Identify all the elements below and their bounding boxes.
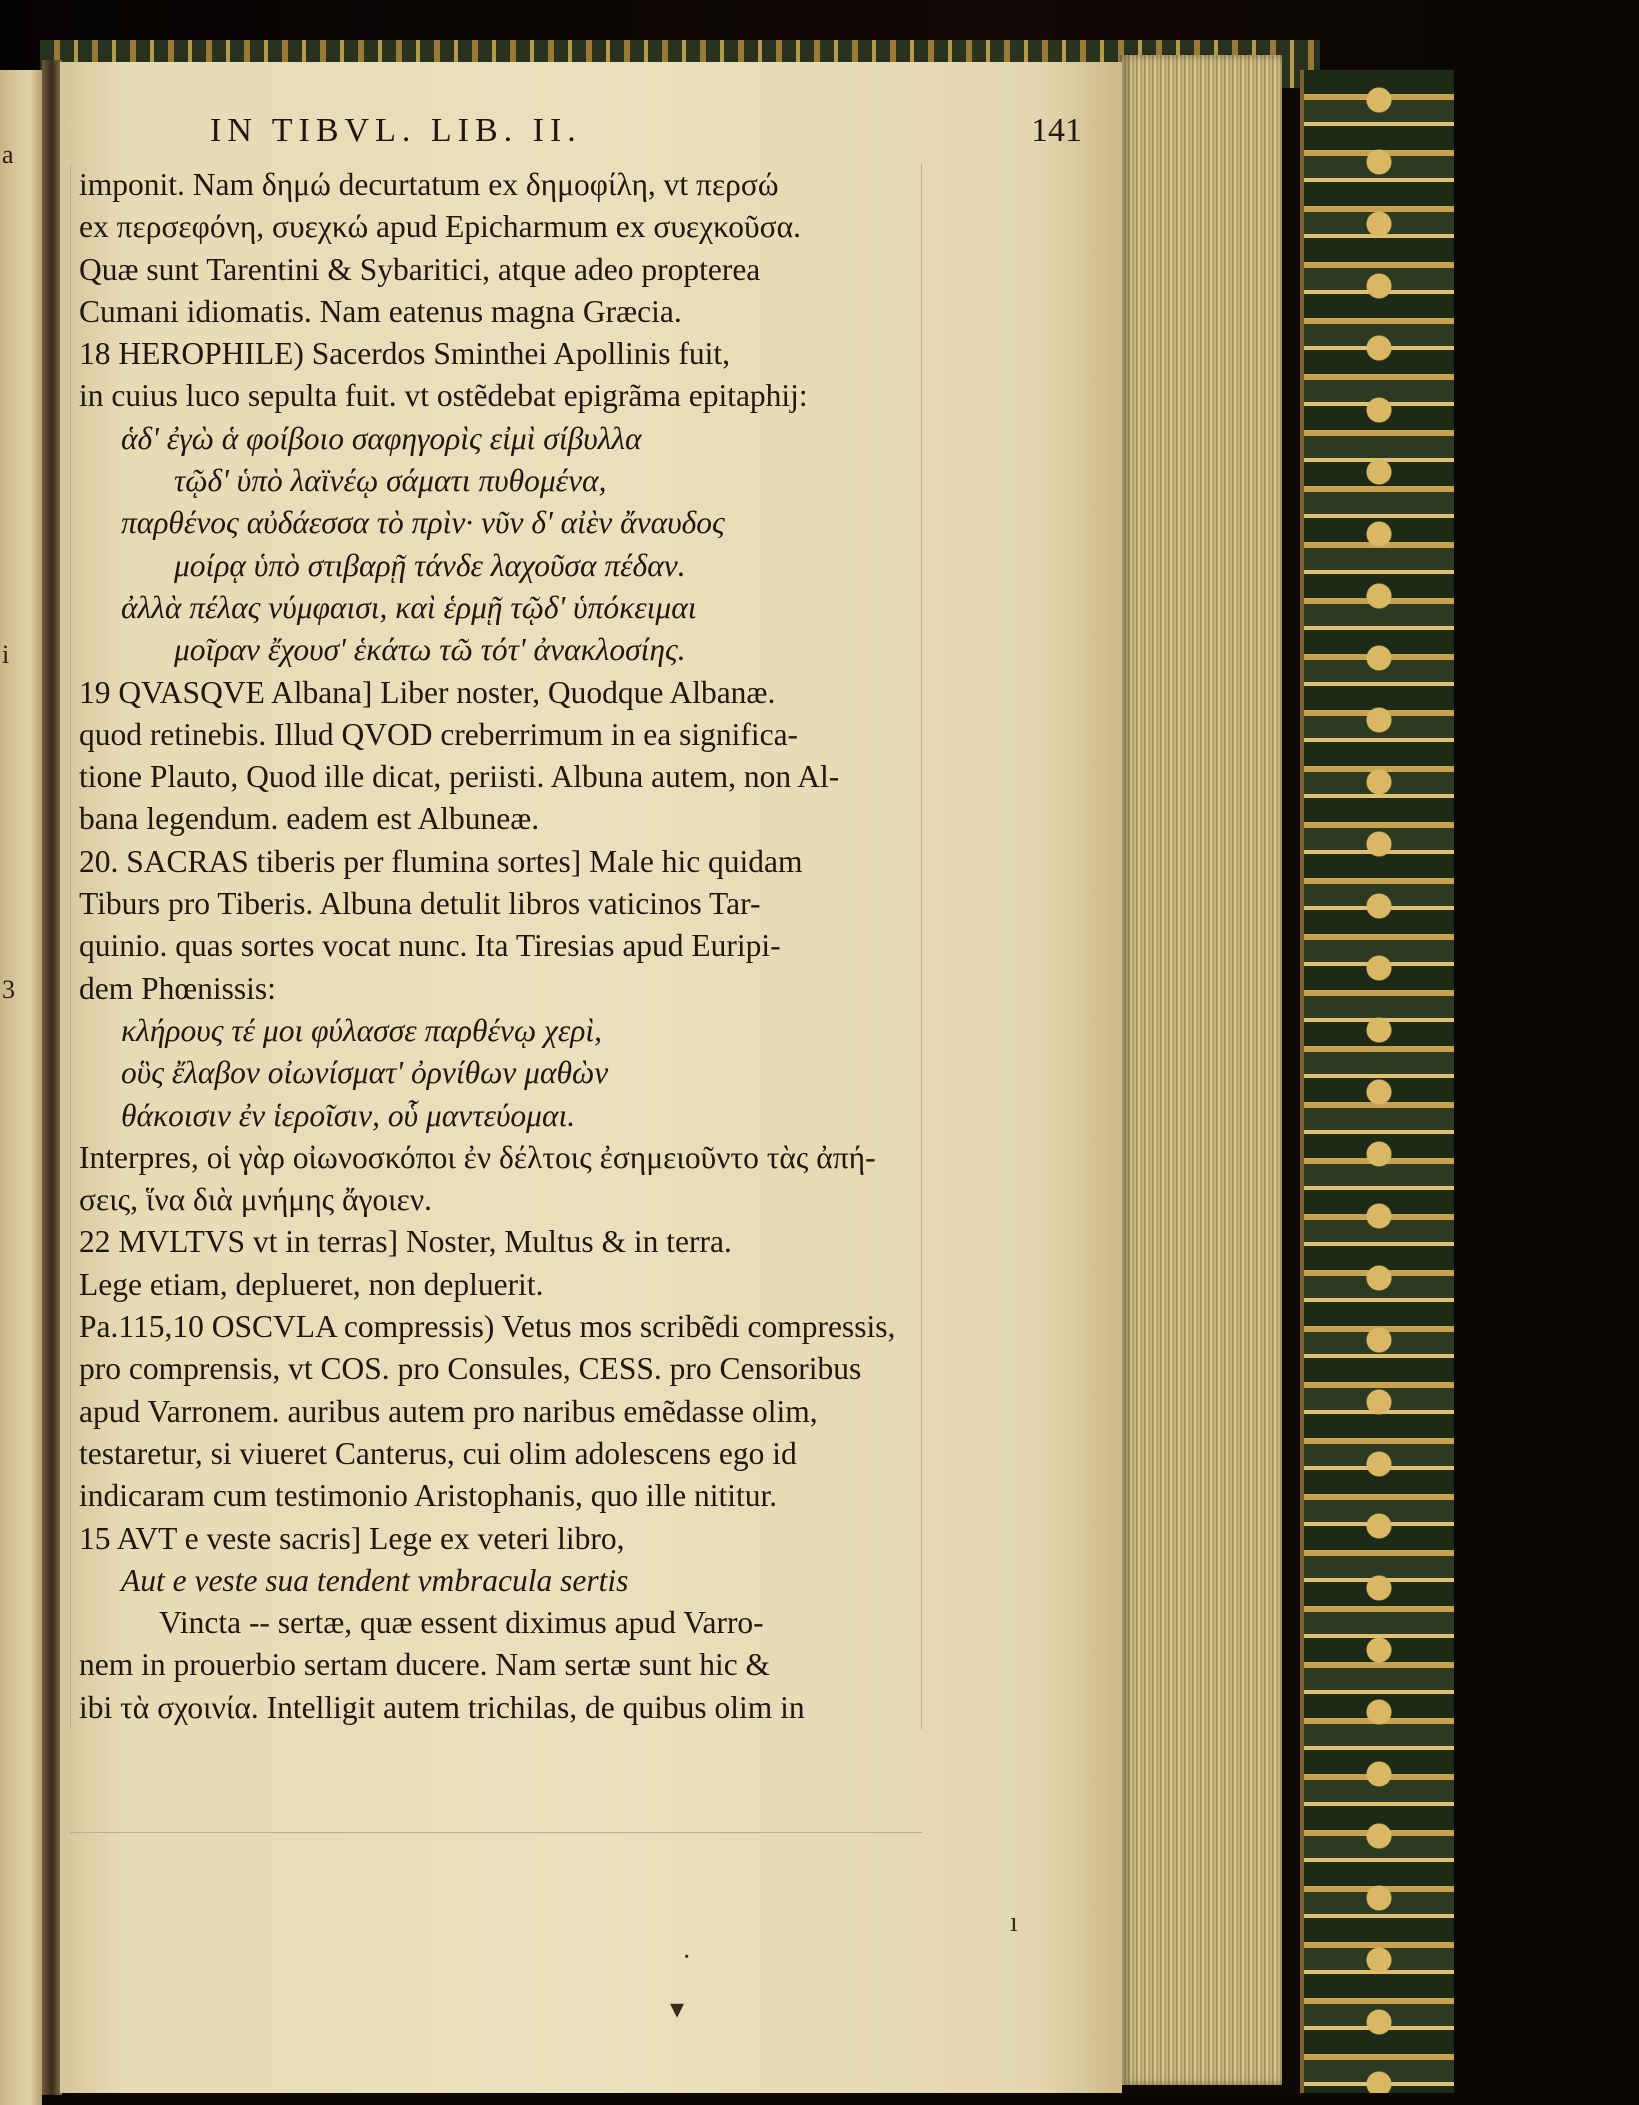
verse-line: οὓς ἔλαβον οἰωνίσματ' ὀρνίθων μαθὼν xyxy=(121,1055,609,1091)
verse-line: Aut e veste sua tendent vmbracula sertis xyxy=(121,1562,629,1598)
margin-mark: a xyxy=(2,140,14,169)
text-line: Interpres, οἱ γὰρ οἰωνοσκόποι ἐν δέλτοις ἐσημειοῦντο τὰς ἀπή- xyxy=(79,1139,876,1175)
text-line: 15 AVT e veste sacris] Lege ex veteri libro, xyxy=(79,1520,625,1556)
text-line: indicaram cum testimonio Aristophanis, quo ille nititur. xyxy=(79,1478,778,1514)
text-line: apud Varronem. auribus autem pro naribus emẽdasse olim, xyxy=(79,1393,818,1429)
verse-line: ἀλλὰ πέλας νύμφαισι, καὶ ἑρμῇ τῷδ' ὑπόκειμαι xyxy=(121,589,697,625)
text-line: 22 MVLTVS vt in terras] Noster, Multus & in terra. xyxy=(79,1224,732,1260)
text-line: Vincta -- sertæ, quæ essent diximus apud Varro- xyxy=(159,1605,764,1641)
text-line: ex περσεφόνη, συεχκώ apud Epicharmum ex συεχκοῦσα. xyxy=(79,209,802,245)
text-line: pro comprensis, vt COS. pro Consules, CESS. pro Censoribus xyxy=(79,1351,862,1387)
running-header xyxy=(210,112,1082,162)
book-page xyxy=(60,62,1122,2093)
text-line: Lege etiam, deplueret, non depluerit. xyxy=(79,1266,544,1302)
page-text xyxy=(70,164,922,1729)
verse-line: ἁδ' ἐγὼ ἁ φοίβοιο σαφηγορὶς εἰμὶ σίβυλλα xyxy=(121,420,642,456)
text-line: testaretur, si viueret Canterus, cui olim adolescens ego id xyxy=(79,1435,797,1471)
page-number: 141 xyxy=(1031,112,1082,149)
bottom-rule xyxy=(70,1832,922,1833)
text-line: quod retinebis. Illud QVOD creberrimum in ea significa- xyxy=(79,716,799,752)
verse-line: μοῖραν ἔχουσ' ἑκάτω τῶ τότ' ἀνακλοσίης. xyxy=(174,632,686,668)
ink-speck: · xyxy=(682,1942,692,1973)
text-line: imponit. Nam δημώ decurtatum ex δημοφίλη, vt περσώ xyxy=(79,167,779,202)
text-line: 18 HEROPHILE) Sacerdos Sminthei Apollinis fuit, xyxy=(79,336,730,372)
text-line: Pa.115,10 OSCVLA compressis) Vetus mos scribẽdi compressis, xyxy=(79,1309,896,1345)
cover-right-ornament xyxy=(1300,70,1454,2093)
text-line: Cumani idiomatis. Nam eatenus magna Græcia. xyxy=(79,293,682,329)
verse-line: παρθένος αὐδάεσσα τὸ πρὶν· νῦν δ' αἰὲν ἄναυδος xyxy=(121,505,725,541)
book-gutter xyxy=(42,60,62,2095)
margin-mark: 3 xyxy=(2,975,15,1004)
text-line: σεις, ἵνα διὰ μνήμης ἄγοιεν. xyxy=(79,1182,433,1218)
verse-line: τῷδ' ὑπὸ λαϊνέῳ σάματι πυθομένα, xyxy=(174,463,607,499)
text-line: in cuius luco sepulta fuit. vt ostẽdebat epigrãma epitaphij: xyxy=(79,378,808,414)
text-line: 20. SACRAS tiberis per flumina sortes] Male hic quidam xyxy=(79,843,803,879)
ink-speck: ▾ xyxy=(670,1994,685,2025)
text-line: tione Plauto, Quod ille dicat, periisti. Albuna autem, non Al- xyxy=(79,759,840,795)
text-line: ibi τὰ σχοινία. Intelligit autem trichilas, de quibus olim in xyxy=(79,1689,805,1725)
text-line: bana legendum. eadem est Albuneæ. xyxy=(79,801,540,837)
margin-mark: i xyxy=(2,640,10,669)
text-line: 19 QVASQVE Albana] Liber noster, Quodque Albanæ. xyxy=(79,674,776,710)
text-line: nem in prouerbio sertam ducere. Nam sertæ sunt hic & xyxy=(79,1647,771,1683)
running-head-title: IN TIBVL. LIB. II. xyxy=(210,112,582,149)
text-line: quinio. quas sortes vocat nunc. Ita Tiresias apud Euripi- xyxy=(79,928,781,964)
left-page-edge xyxy=(0,70,42,2105)
verse-line: μοίρᾳ ὑπὸ στιβαρῇ τάνδε λαχοῦσα πέδαν. xyxy=(174,547,686,583)
verse-line: κλήρους τέ μοι φύλασσε παρθένῳ χερὶ, xyxy=(121,1012,602,1048)
text-line: Tiburs pro Tiberis. Albuna detulit libros vaticinos Tar- xyxy=(79,886,761,922)
ink-speck: ı xyxy=(1010,1907,1018,1938)
text-line: dem Phœnissis: xyxy=(79,970,276,1006)
page-fore-edge xyxy=(1118,55,1282,2085)
verse-line: θάκοισιν ἐν ἱεροῖσιν, οὗ μαντεύομαι. xyxy=(121,1097,576,1133)
text-line: Quæ sunt Tarentini & Sybaritici, atque adeo propterea xyxy=(79,251,761,287)
